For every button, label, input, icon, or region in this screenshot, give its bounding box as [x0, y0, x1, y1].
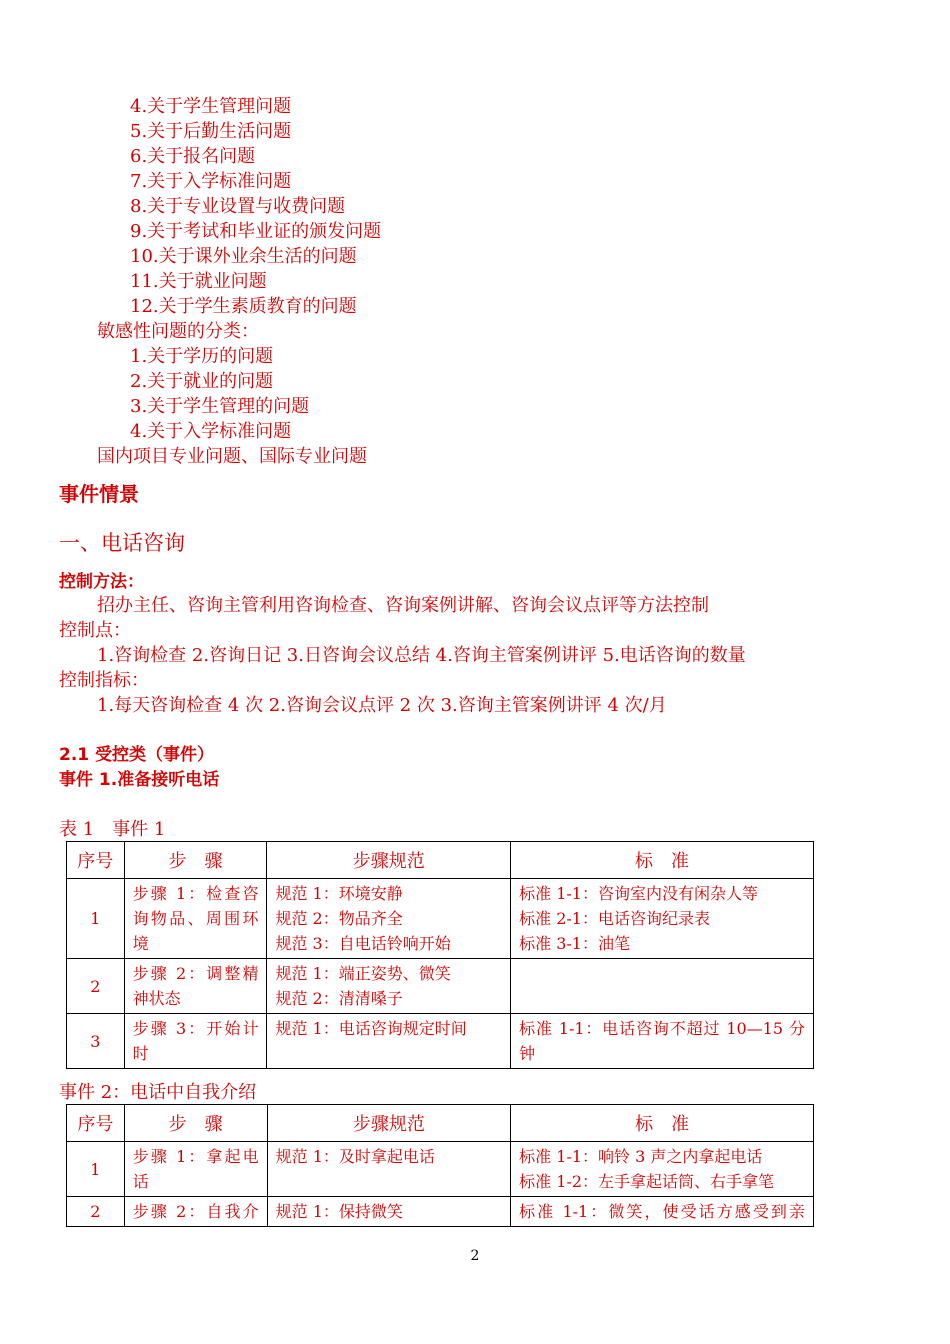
issue-item: 11.关于就业问题	[130, 271, 267, 292]
row-num: 2	[67, 1197, 125, 1227]
row-num: 1	[67, 1142, 125, 1197]
step-line: 步骤 1：检查咨	[132, 884, 259, 903]
event1-table	[66, 841, 814, 1069]
row-num: 1	[67, 879, 125, 959]
step-line: 步骤 3：开始计	[132, 1019, 259, 1038]
row-std	[511, 959, 814, 1014]
control-method-text: 招办主任、咨询主管利用咨询检查、咨询案例讲解、咨询会议点评等方法控制	[97, 595, 709, 616]
step-line: 步骤 2：调整精	[132, 964, 259, 983]
issue-item: 9.关于考试和毕业证的颁发问题	[130, 221, 382, 242]
table-header-row	[67, 842, 814, 879]
header-std: 标 准	[511, 842, 814, 879]
page-number: 2	[470, 1248, 480, 1264]
control-points-label: 控制点：	[59, 620, 131, 641]
table-row	[67, 959, 814, 1014]
spec-line: 规范 1：端正姿势、微笑	[275, 964, 451, 983]
header-num: 序号	[67, 842, 125, 879]
step-line: 步骤 2：自我介	[132, 1202, 259, 1221]
row-step	[124, 879, 267, 959]
issue-item: 8.关于专业设置与收费问题	[130, 196, 346, 217]
event1-heading: 事件 1.准备接听电话	[59, 770, 220, 790]
sensitive-item: 2.关于就业的问题	[130, 371, 274, 392]
step-line: 步骤 1：拿起电	[132, 1147, 259, 1166]
row-step	[124, 1014, 267, 1069]
header-spec: 步骤规范	[267, 1105, 511, 1142]
domestic-line: 国内项目专业问题、国际专业问题	[97, 446, 367, 467]
control-points-text: 1.咨询检查 2.咨询日记 3.日咨询会议总结 4.咨询主管案例讲评 5.电话咨询的数量	[97, 645, 746, 666]
step-line: 话	[132, 1172, 149, 1191]
sensitive-item: 1.关于学历的问题	[130, 346, 274, 367]
row-std	[511, 1142, 814, 1197]
spec-line: 规范 3：自电话铃响开始	[275, 934, 451, 953]
row-std	[511, 1197, 814, 1227]
header-step: 步 骤	[124, 1105, 267, 1142]
row-spec	[267, 879, 511, 959]
spec-line: 规范 2：清清嗓子	[275, 989, 403, 1008]
std-line: 标准 1-1：电话咨询不超过 10—15 分	[519, 1019, 805, 1038]
table-header-row	[67, 1105, 814, 1142]
std-line: 标准 2-1：电话咨询纪录表	[519, 909, 710, 928]
row-spec	[267, 1142, 511, 1197]
row-spec	[267, 1197, 511, 1227]
row-num: 2	[67, 959, 125, 1014]
sensitive-item: 4.关于入学标准问题	[130, 421, 292, 442]
table-row	[67, 1014, 814, 1069]
row-spec	[267, 1014, 511, 1069]
issue-item: 10.关于课外业余生活的问题	[130, 246, 357, 267]
spec-line: 规范 1：环境安静	[275, 884, 403, 903]
row-step	[124, 959, 267, 1014]
table-row	[67, 1197, 814, 1227]
control-index-label: 控制指标：	[59, 670, 149, 691]
header-spec: 步骤规范	[267, 842, 511, 879]
issue-item: 7.关于入学标准问题	[130, 171, 292, 192]
issue-item: 12.关于学生素质教育的问题	[130, 296, 357, 317]
std-line: 标准 1-2：左手拿起话筒、右手拿笔	[519, 1172, 775, 1191]
row-step	[124, 1142, 267, 1197]
header-num: 序号	[67, 1105, 125, 1142]
std-line: 标准 1-1：微笑，使受话方感受到亲	[519, 1202, 805, 1221]
std-line: 标准 1-1：响铃 3 声之内拿起电话	[519, 1147, 763, 1166]
step-line: 询物品、周围环	[132, 909, 259, 928]
issue-item: 5.关于后勤生活问题	[130, 121, 292, 142]
step-line: 时	[132, 1044, 149, 1063]
row-spec	[267, 959, 511, 1014]
spec-line: 规范 1：保持微笑	[275, 1202, 403, 1221]
step-line: 境	[132, 934, 149, 953]
table-row	[67, 879, 814, 959]
std-line: 标准 1-1：咨询室内没有闲杂人等	[519, 884, 758, 903]
sensitive-heading: 敏感性问题的分类：	[97, 321, 259, 342]
control-index-text: 1.每天咨询检查 4 次 2.咨询会议点评 2 次 3.咨询主管案例讲评 4 次/月	[97, 695, 667, 716]
header-std: 标 准	[511, 1105, 814, 1142]
control-method-label: 控制方法：	[59, 572, 144, 592]
spec-line: 规范 1：及时拿起电话	[275, 1147, 435, 1166]
table-row	[67, 1142, 814, 1197]
row-std	[511, 879, 814, 959]
step-line: 神状态	[132, 989, 181, 1008]
row-num: 3	[67, 1014, 125, 1069]
header-step: 步 骤	[124, 842, 267, 879]
section-title: 事件情景	[59, 482, 139, 506]
row-std	[511, 1014, 814, 1069]
std-line: 标准 3-1：油笔	[519, 934, 630, 953]
spec-line: 规范 1：电话咨询规定时间	[275, 1019, 467, 1038]
table1-caption: 表 1 事件 1	[59, 819, 166, 840]
std-line: 钟	[519, 1044, 536, 1063]
controlled-heading: 2.1 受控类（事件）	[59, 745, 215, 765]
issue-item: 6.关于报名问题	[130, 146, 256, 167]
subsection-title: 一、电话咨询	[59, 531, 185, 555]
event2-table	[66, 1104, 814, 1227]
spec-line: 规范 2：物品齐全	[275, 909, 403, 928]
sensitive-item: 3.关于学生管理的问题	[130, 396, 310, 417]
issue-item: 4.关于学生管理问题	[130, 96, 292, 117]
event2-caption: 事件 2：电话中自我介绍	[59, 1082, 257, 1103]
row-step	[124, 1197, 267, 1227]
